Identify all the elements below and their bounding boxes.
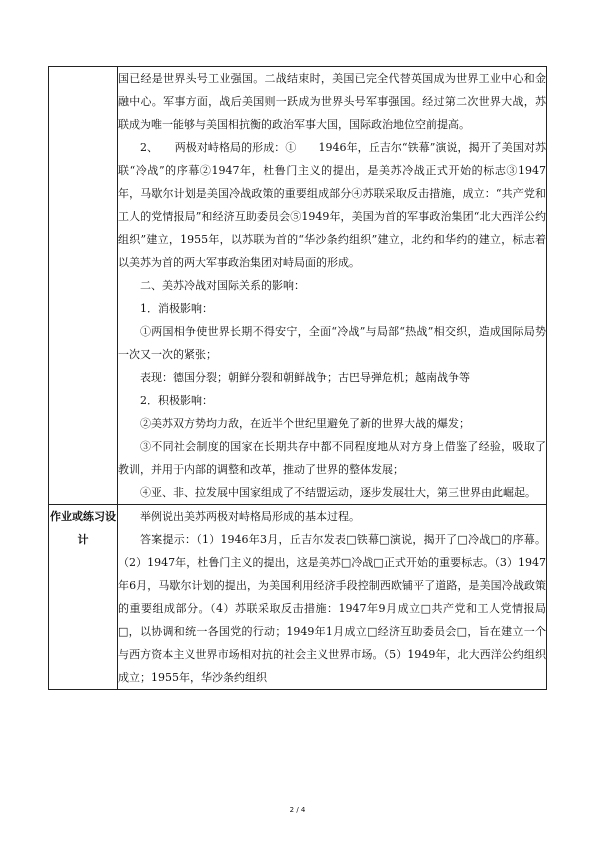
lesson-plan-table: [48, 66, 547, 690]
content-row: [49, 67, 547, 505]
paragraph: 2、 两极对峙格局的形成：① 1946年，丘吉尔“铁幕”演说，揭开了美国对苏联“冷战”的序幕②1947年，杜鲁门主义的提出，是美苏冷战正式开始的标志③1947年，马歇尔计划是美国冷战政策的重要组成部分④苏联采取反击措施，成立：“共产党和工人的党情报局”和经济互助委员会⑤1949年，美国为首的军事政治集团“北大西洋公约组织”建立，1955年，以苏联为首的“华沙条约组织”建立，北约和华约的建立，标志着以美苏为首的两大军事政治集团对峙局面的形成。: [118, 141, 546, 269]
paragraph: 举例说出美苏两极对峙格局形成的基本过程。: [140, 510, 360, 523]
row-label-cell-empty: [49, 67, 118, 505]
paragraph: 答案提示：（1）1946年3月，丘吉尔发表□铁幕□演说，揭开了□冷战□的序幕。（2）1947年，杜鲁门主义的提出，这是美苏□冷战□正式开始的重要标志。（3）1947年6月，马歇尔计划的提出，为美国利用经济手段控制西欧铺平了道路，是美国冷战政策的重要组成部分。（4）苏联采取反击措施：1947年9月成立□共产党和工人党情报局□，以协调和统一各国党的行动；1949年1月成立□经济互助委员会□，旨在建立一个与西方资本主义世界市场相对抗的社会主义世界市场。（5）1949年，北大西洋公约组织成立；1955年，华沙条约组织: [118, 533, 546, 684]
homework-row: [49, 505, 547, 690]
paragraph: 国已经是世界头号工业强国。二战结束时，美国已完全代替英国成为世界工业中心和金融中心。军事方面，战后美国则一跃成为世界头号军事强国。经过第二次世界大战，苏联成为唯一能够与美国相抗衡的政治军事大国，国际政治地位空前提高。: [118, 72, 546, 131]
paragraph: 表现：德国分裂；朝鲜分裂和朝鲜战争；古巴导弹危机；越南战争等: [140, 371, 470, 384]
section-heading: 二、美苏冷战对国际关系的影响：: [140, 279, 305, 292]
paragraph: ③不同社会制度的国家在长期共存中都不同程度地从对方身上借鉴了经验，吸取了教训，并用于内部的调整和改革，推动了世界的整体发展；: [118, 440, 546, 476]
homework-label: 作业或练习设计: [50, 510, 116, 546]
homework-label-cell: [49, 505, 118, 690]
paragraph: ①两国相争使世界长期不得安宁，全面“冷战”与局部“热战”相交织，造成国际局势一次又一次的紧张；: [118, 325, 546, 361]
page-number: 2 / 4: [289, 806, 306, 814]
homework-content-cell: [118, 505, 547, 690]
cold-war-content-cell: [118, 67, 547, 505]
sub-heading: 2．积极影响：: [140, 394, 213, 407]
sub-heading: 1．消极影响：: [140, 302, 213, 315]
paragraph: ④亚、非、拉发展中国家组成了不结盟运动，逐步发展壮大，第三世界由此崛起。: [140, 486, 536, 499]
paragraph: ②美苏双方势均力敌，在近半个世纪里避免了新的世界大战的爆发；: [140, 417, 470, 430]
